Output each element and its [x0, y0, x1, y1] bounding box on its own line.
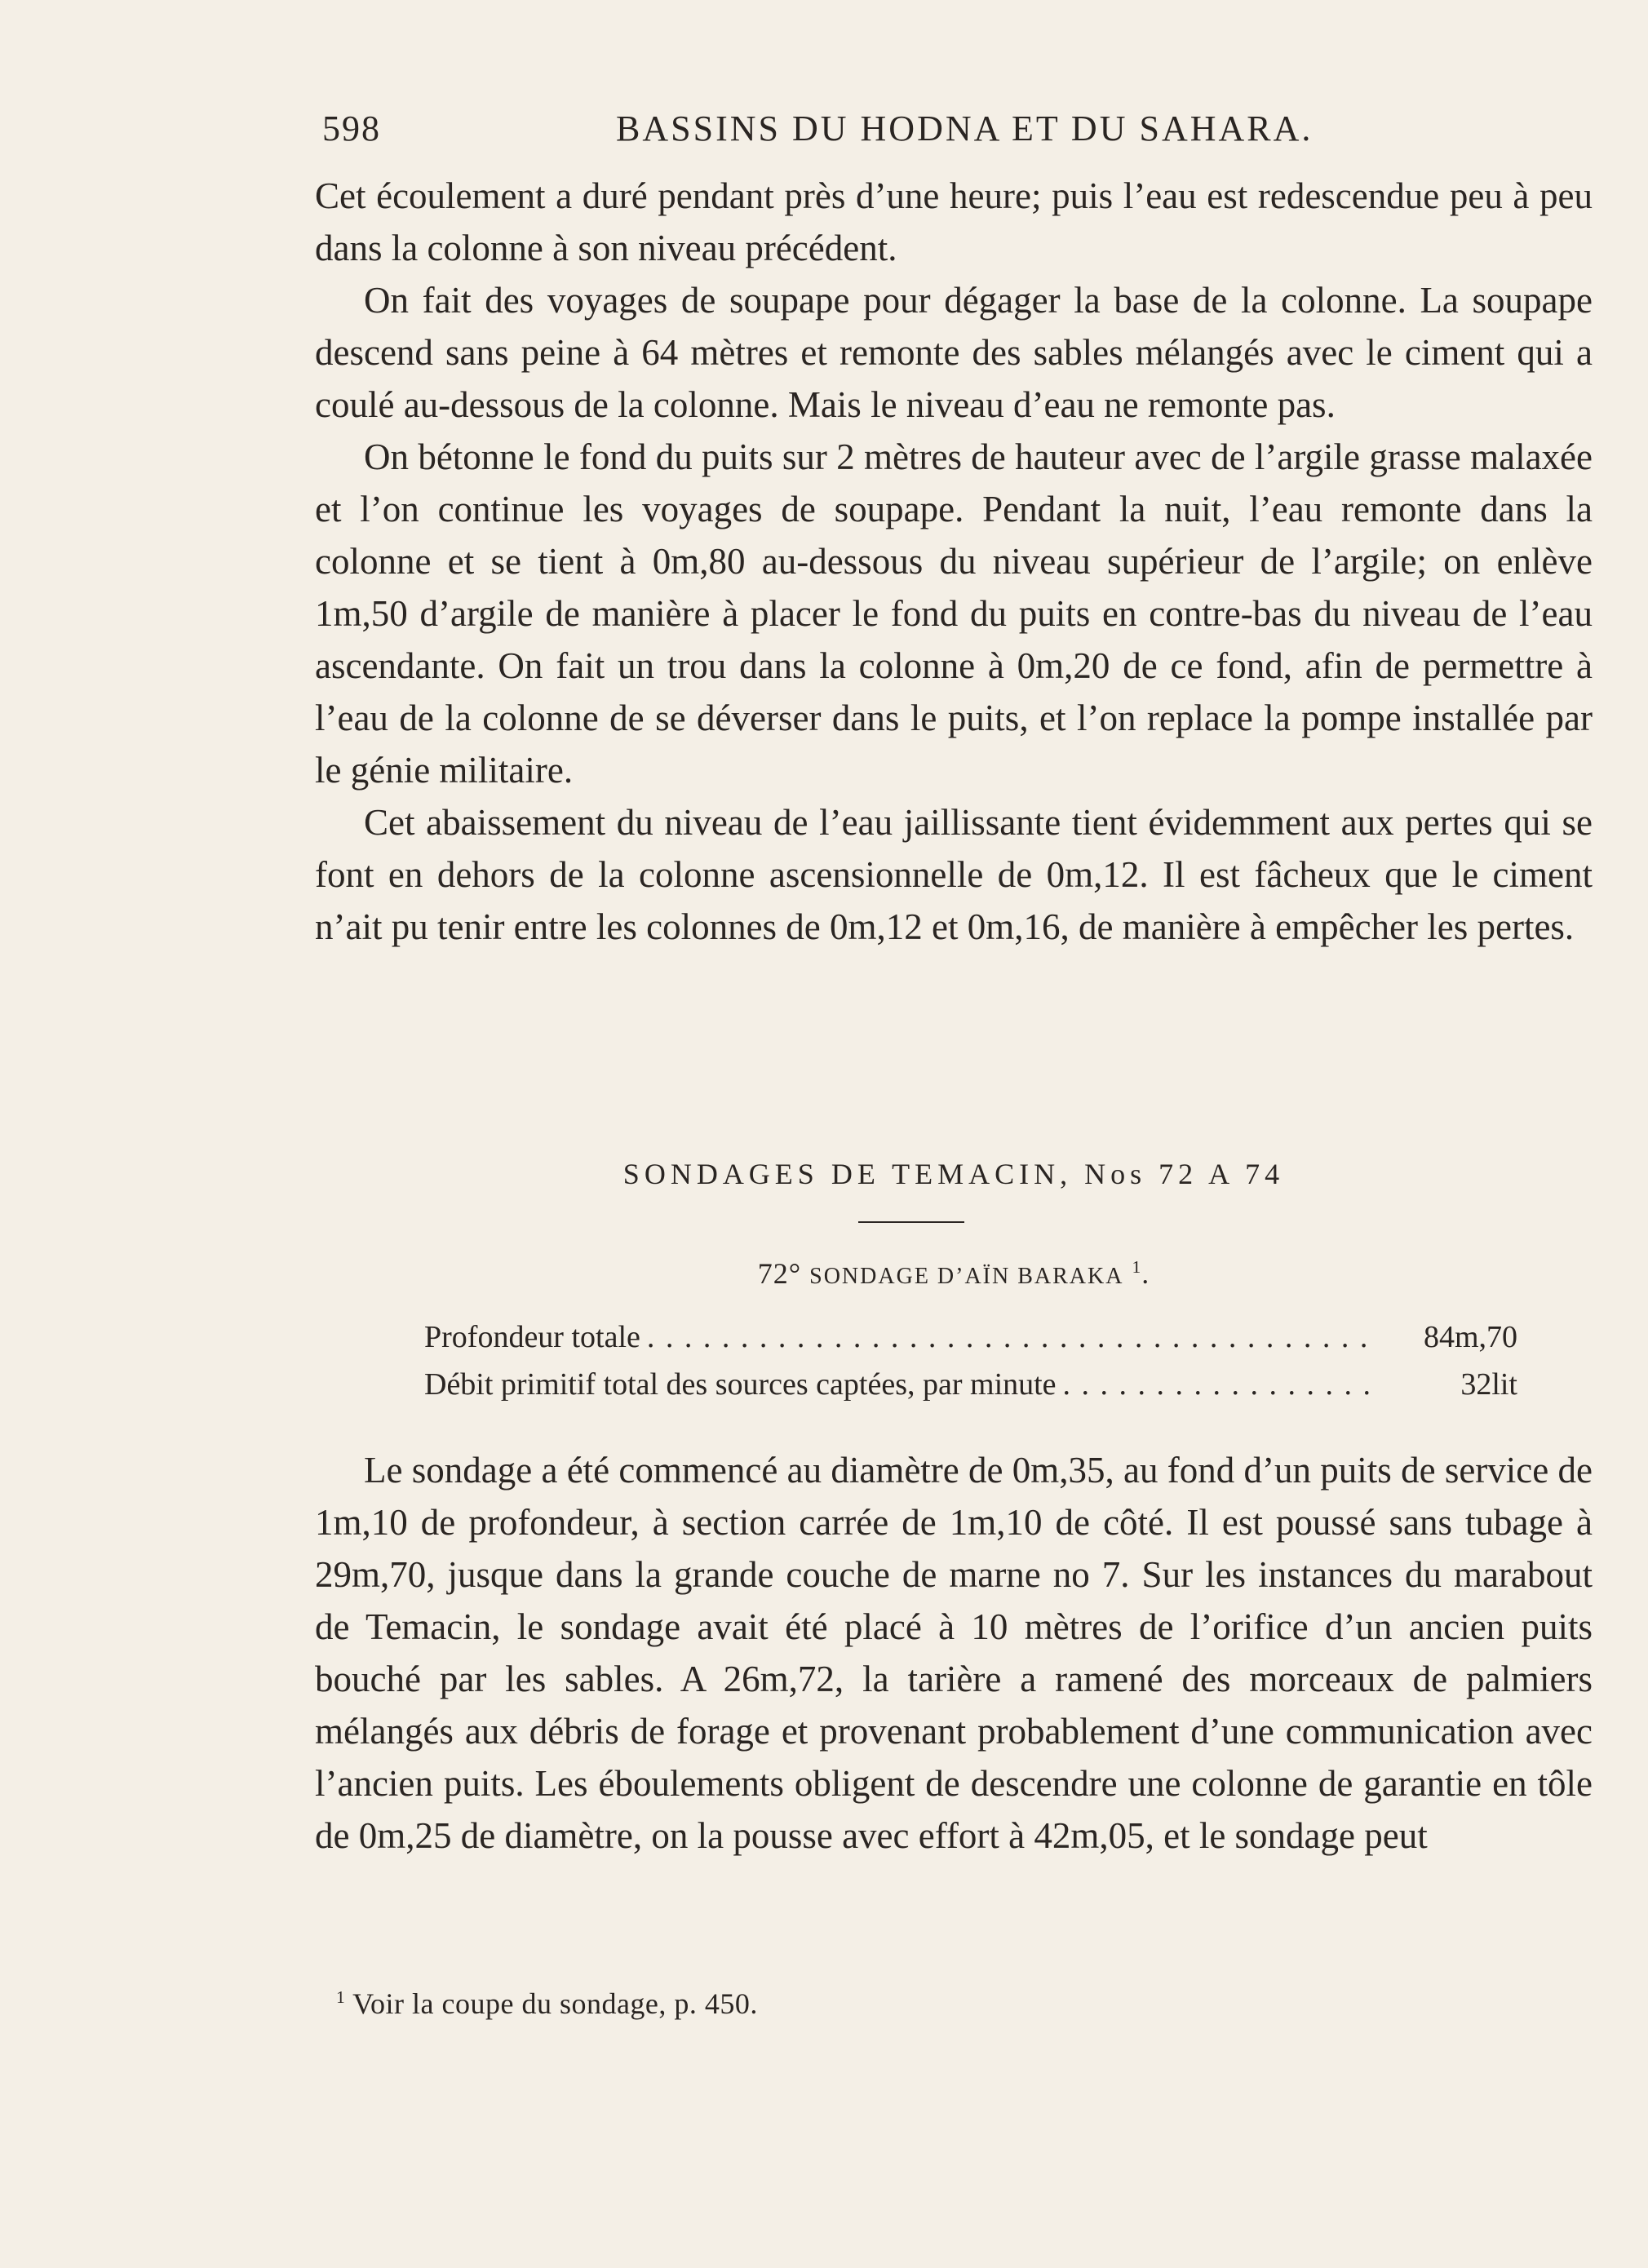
body-text-bottom	[315, 1444, 1593, 1862]
paragraph: On bétonne le fond du puits sur 2 mètres de hauteur avec de l’argile grasse malaxée et l’on continue les voyages de soupape. Pendant la nuit, l’eau remonte dans la colonne et se tient à 0m,80 au-dessous du niveau supérieur de l’argile; on enlève 1m,50 d’argile de manière à placer le fond du puits en contre-bas du niveau de l’eau ascendante. On fait un trou dans la colonne à 0m,20 de ce fond, afin de permettre à l’eau de la colonne de se déverser dans le puits, et l’on replace la pompe installée par le génie militaire.	[315, 436, 1593, 791]
footnote-mark: 1	[336, 1987, 346, 2007]
table-row	[424, 1313, 1517, 1361]
subsection-title	[315, 1256, 1593, 1291]
paragraph: Cet abaissement du niveau de l’eau jaillissante tient évidemment aux pertes qui se font en dehors de la colonne ascensionnelle de 0m,12. Il est fâcheux que le ciment n’ait pu tenir entre les colonnes de 0m,12 et 0m,16, de manière à empêcher les pertes.	[315, 802, 1593, 947]
data-table	[424, 1313, 1517, 1408]
row-label: Débit primitif total des sources captées, par minute	[424, 1367, 1057, 1402]
paragraph: Le sondage a été commencé au diamètre de 0m,35, au fond d’un puits de service de 1m,10 de profondeur, à section carrée de 1m,10 de côté. Il est poussé sans tubage à 29m,70, jusque dans la grande couche de marne no 7. Sur les instances du marabout de Temacin, le sondage avait été placé à 10 mètres de l’orifice d’un ancien puits bouché par les sables. A 26m,72, la tarière a ramené des morceaux de palmiers mélangés aux débris de forage et provenant probablement d’une communication avec l’ancien puits. Les éboulements obligent de descendre une colonne de garantie en tôle de 0m,25 de diamètre, on la pousse avec effort à 42m,05, et le sondage peut	[315, 1450, 1593, 1856]
section-divider	[858, 1221, 964, 1223]
page-number: 598	[322, 109, 381, 148]
subsection-number: 72°	[757, 1257, 802, 1290]
leader-dots	[647, 1313, 1372, 1361]
section-title: SONDAGES DE TEMACIN, Nos 72 A 74	[622, 1158, 1285, 1190]
footnote-text: Voir la coupe du sondage, p. 450.	[352, 1987, 758, 2020]
body-text-top	[315, 170, 1593, 953]
footnote	[336, 1987, 758, 2021]
subsection-name: SONDAGE D’AÏN BARAKA	[809, 1264, 1124, 1289]
row-label: Profondeur totale	[424, 1320, 640, 1354]
footnote-reference: 1	[1132, 1257, 1142, 1277]
paragraph: On fait des voyages de soupape pour dégager la base de la colonne. La soupape descend sans peine à 64 mètres et remonte des sables mélangés avec le ciment qui a coulé au-dessous de la colonne. Mais le niveau d’eau ne remonte pas.	[315, 280, 1593, 425]
page-header	[322, 108, 1595, 157]
row-value: 84m,70	[1423, 1320, 1517, 1354]
paragraph: Cet écoulement a duré pendant près d’une heure; puis l’eau est redescendue peu à peu dans la colonne à son niveau précédent.	[315, 175, 1593, 268]
leader-dots	[1063, 1361, 1372, 1408]
row-value: 32lit	[1460, 1367, 1517, 1402]
table-row	[424, 1361, 1517, 1408]
running-title: BASSINS DU HODNA ET DU SAHARA.	[616, 109, 1314, 148]
subsection-period: .	[1141, 1257, 1150, 1290]
